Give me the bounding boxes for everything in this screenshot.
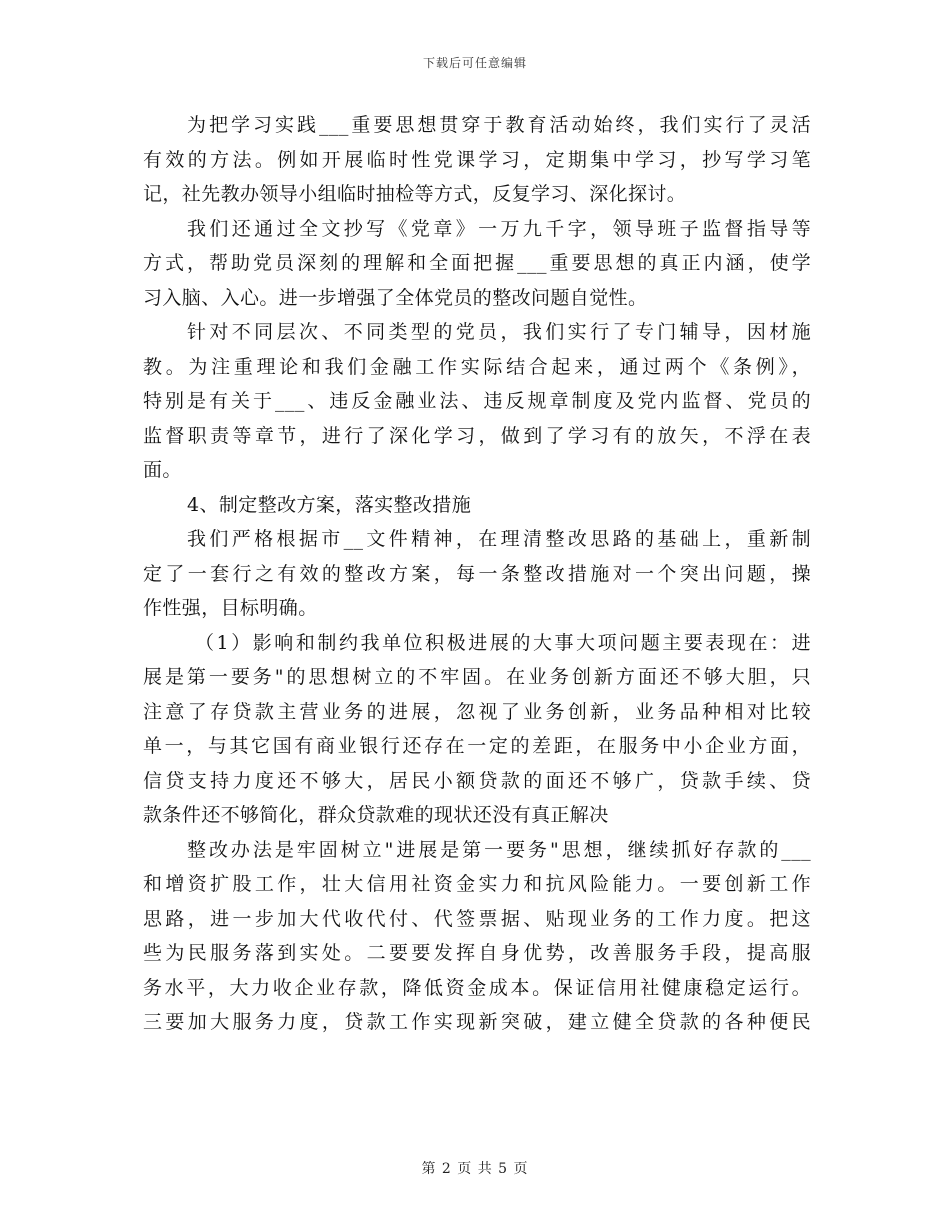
text-line: 款条件还不够简化，群众贷款难的现状还没有真正解决: [143, 804, 609, 826]
text-line: 教。为注重理论和我们金融工作实际结合起来，通过两个《条例》，: [143, 355, 811, 378]
text-line: 我们严格根据市__文件精神，在理清整改思路的基础上，重新制: [187, 528, 811, 550]
text-line: 信贷支持力度还不够大，居民小额贷款的面还不够广，贷款手续、贷: [143, 769, 811, 792]
text-line: 特别是有关于___、违反金融业法、违反规章制度及党内监督、党员的: [143, 390, 811, 412]
text-line: 定了一套行之有效的整改方案，每一条整改措施对一个突出问题，操: [143, 562, 811, 585]
text-line: 针对不同层次、不同类型的党员，我们实行了专门辅导，因材施: [187, 321, 811, 343]
text-line: （1）影响和制约我单位积极进展的大事大项问题主要表现在：进: [195, 631, 811, 654]
text-line: 有效的方法。例如开展临时性党课学习，定期集中学习，抄写学习笔: [143, 148, 811, 171]
text-line: 方式，帮助党员深刻的理解和全面把握___重要思想的真正内涵，使学: [143, 252, 811, 274]
text-line: 务水平，大力收企业存款，降低资金成本。保证信用社健康稳定运行。: [143, 976, 811, 999]
text-line: 展是第一要务"的思想树立的不牢固。在业务创新方面还不够大胆，只: [143, 666, 811, 688]
document-body: [143, 108, 811, 1040]
text-line: 和增资扩股工作，壮大信用社资金实力和抗风险能力。一要创新工作: [143, 873, 811, 895]
text-line: 记，社先教办领导小组临时抽检等方式，反复学习、深化探讨。: [143, 183, 687, 205]
text-line: 为把学习实践___重要思想贯穿于教育活动始终，我们实行了灵活: [187, 114, 811, 136]
text-line: 整改办法是牢固树立"进展是第一要务"思想，继续抓好存款的___: [187, 838, 811, 861]
text-line: 监督职责等章节，进行了深化学习，做到了学习有的放矢，不浮在表: [143, 424, 811, 447]
text-line: 些为民服务落到实处。二要要发挥自身优势，改善服务手段，提高服: [143, 942, 811, 964]
text-line: 单一，与其它国有商业银行还存在一定的差距，在服务中小企业方面，: [143, 735, 811, 757]
page-header: 下载后可任意编辑: [422, 56, 527, 70]
text-line: 我们还通过全文抄写《党章》一万九千字，领导班子监督指导等: [187, 217, 811, 240]
text-line: 三要加大服务力度，贷款工作实现新突破，建立健全贷款的各种便民: [143, 1011, 811, 1033]
text-line: 思路，进一步加大代收代付、代签票据、贴现业务的工作力度。把这: [143, 907, 811, 930]
section-heading: 4、制定整改方案，落实整改措施: [187, 493, 472, 516]
text-line: 作性强，目标明确。: [143, 597, 318, 619]
text-line: 注意了存贷款主营业务的进展，忽视了业务创新，业务品种相对比较: [143, 700, 811, 723]
page-footer: 第 2 页 共 5 页: [421, 1161, 529, 1177]
text-line: 习入脑、入心。进一步增强了全体党员的整改问题自觉性。: [143, 286, 648, 309]
text-line: 面。: [143, 459, 182, 481]
